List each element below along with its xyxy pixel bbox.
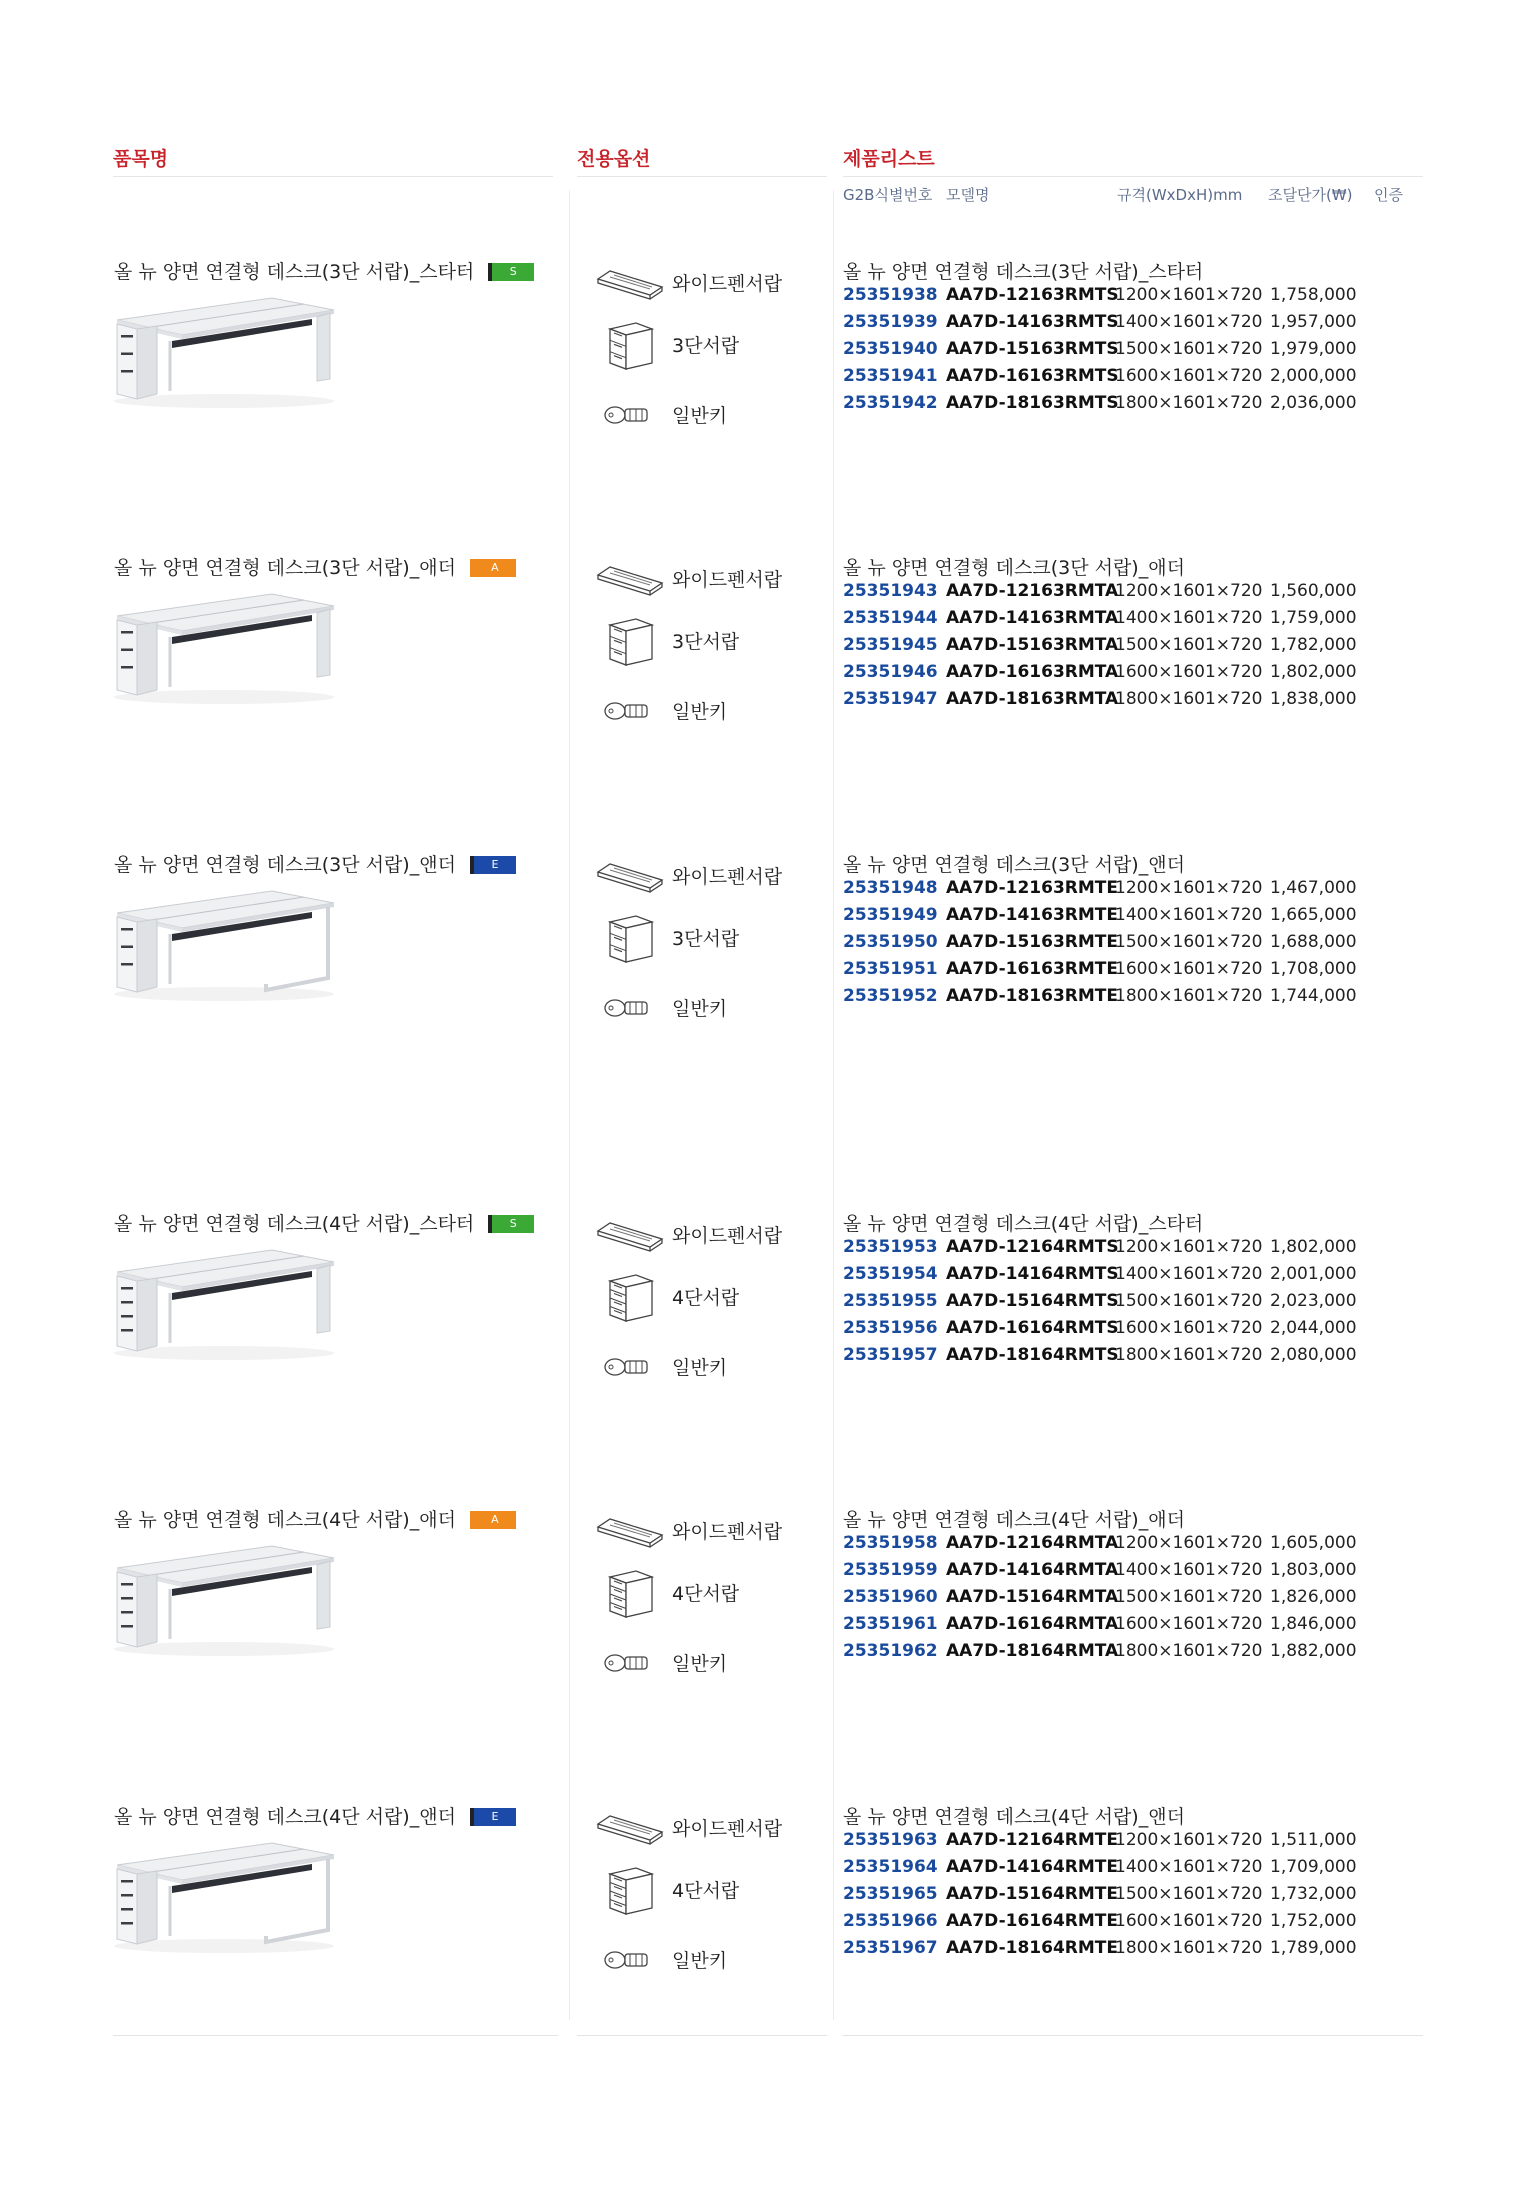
pen-drawer-icon	[596, 1505, 664, 1557]
model-name: AA7D-15164RMTE	[946, 1884, 1118, 1904]
g2b-number: 25351940	[843, 339, 938, 359]
spec: 1400×1601×720	[1115, 1560, 1263, 1580]
model-name: AA7D-12163RMTE	[946, 878, 1118, 898]
g2b-number: 25351950	[843, 932, 938, 952]
option-label: 일반키	[672, 998, 728, 1020]
header-options: 전용옵션	[577, 148, 651, 170]
spec: 1500×1601×720	[1115, 635, 1263, 655]
drawer-cabinet-icon	[596, 912, 664, 964]
product-name-text: 올 뉴 양면 연결형 데스크(3단 서랍)_애더	[114, 557, 456, 579]
list-title: 올 뉴 양면 연결형 데스크(3단 서랍)_앤더	[843, 854, 1185, 876]
product-name	[114, 1209, 534, 1236]
model-name: AA7D-18164RMTE	[946, 1938, 1118, 1958]
option-label: 와이드펜서랍	[672, 273, 783, 295]
option-key	[596, 389, 816, 441]
price: 1,605,000	[1270, 1533, 1357, 1553]
spec: 1200×1601×720	[1115, 878, 1263, 898]
drawer-cabinet-icon	[596, 1567, 664, 1619]
g2b-number: 25351948	[843, 878, 938, 898]
spec: 1200×1601×720	[1115, 581, 1263, 601]
desk-image	[112, 293, 337, 408]
g2b-number: 25351966	[843, 1911, 938, 1931]
pen-drawer-icon	[596, 257, 664, 309]
spec: 1200×1601×720	[1115, 1830, 1263, 1850]
header-divider	[577, 176, 827, 177]
model-name: AA7D-12163RMTS	[946, 285, 1119, 305]
spec: 1800×1601×720	[1115, 1938, 1263, 1958]
product-name-text: 올 뉴 양면 연결형 데스크(4단 서랍)_앤더	[114, 1806, 456, 1828]
spec: 1400×1601×720	[1115, 312, 1263, 332]
g2b-number: 25351967	[843, 1938, 938, 1958]
spec: 1500×1601×720	[1115, 1291, 1263, 1311]
product-name	[114, 850, 516, 877]
spec: 1400×1601×720	[1115, 608, 1263, 628]
price: 1,665,000	[1270, 905, 1357, 925]
g2b-number: 25351942	[843, 393, 938, 413]
product-name	[114, 553, 516, 580]
option-key	[596, 1934, 816, 1986]
model-name: AA7D-12164RMTE	[946, 1830, 1118, 1850]
option-label: 와이드펜서랍	[672, 1818, 783, 1840]
price: 1,744,000	[1270, 986, 1357, 1006]
spec: 1600×1601×720	[1115, 1318, 1263, 1338]
option-key	[596, 1637, 816, 1689]
product-name-text: 올 뉴 양면 연결형 데스크(3단 서랍)_스타터	[114, 261, 475, 283]
option-pen-drawer	[596, 1505, 816, 1557]
list-title: 올 뉴 양면 연결형 데스크(3단 서랍)_애더	[843, 557, 1185, 579]
g2b-number: 25351963	[843, 1830, 938, 1850]
header-product-name: 품목명	[113, 148, 169, 170]
spec: 1500×1601×720	[1115, 1587, 1263, 1607]
option-label: 4단서랍	[672, 1287, 740, 1309]
g2b-number: 25351957	[843, 1345, 938, 1365]
spec: 1600×1601×720	[1115, 1911, 1263, 1931]
g2b-number: 25351945	[843, 635, 938, 655]
option-label: 일반키	[672, 701, 728, 723]
header-product-list: 제품리스트	[843, 148, 935, 170]
model-name: AA7D-16164RMTE	[946, 1911, 1118, 1931]
g2b-number: 25351959	[843, 1560, 938, 1580]
key-icon	[596, 982, 664, 1034]
model-name: AA7D-14163RMTE	[946, 905, 1118, 925]
g2b-number: 25351961	[843, 1614, 938, 1634]
option-label: 일반키	[672, 1950, 728, 1972]
option-drawer-unit	[596, 1567, 816, 1619]
list-title: 올 뉴 양면 연결형 데스크(4단 서랍)_스타터	[843, 1213, 1204, 1235]
key-icon	[596, 1637, 664, 1689]
pen-drawer-icon	[596, 1802, 664, 1854]
g2b-number: 25351952	[843, 986, 938, 1006]
key-icon	[596, 389, 664, 441]
model-name: AA7D-14164RMTS	[946, 1264, 1119, 1284]
option-label: 와이드펜서랍	[672, 569, 783, 591]
price: 1,752,000	[1270, 1911, 1357, 1931]
product-name	[114, 1802, 516, 1829]
option-key	[596, 685, 816, 737]
pen-drawer-icon	[596, 1209, 664, 1261]
key-icon	[596, 1341, 664, 1393]
option-drawer-unit	[596, 319, 816, 371]
spec: 1400×1601×720	[1115, 1264, 1263, 1284]
price: 1,803,000	[1270, 1560, 1357, 1580]
option-label: 와이드펜서랍	[672, 866, 783, 888]
g2b-number: 25351947	[843, 689, 938, 709]
spec: 1400×1601×720	[1115, 1857, 1263, 1877]
key-icon	[596, 1934, 664, 1986]
list-title: 올 뉴 양면 연결형 데스크(3단 서랍)_스타터	[843, 261, 1204, 283]
list-title: 올 뉴 양면 연결형 데스크(4단 서랍)_앤더	[843, 1806, 1185, 1828]
desk-image	[112, 1541, 337, 1656]
spec: 1800×1601×720	[1115, 1345, 1263, 1365]
desk-image	[112, 1245, 337, 1360]
spec: 1600×1601×720	[1115, 662, 1263, 682]
model-name: AA7D-18164RMTA	[946, 1641, 1119, 1661]
model-name: AA7D-15163RMTA	[946, 635, 1119, 655]
price: 1,759,000	[1270, 608, 1357, 628]
pen-drawer-icon	[596, 850, 664, 902]
price: 1,758,000	[1270, 285, 1357, 305]
price: 1,957,000	[1270, 312, 1357, 332]
col-model: 모델명	[946, 186, 990, 204]
option-pen-drawer	[596, 553, 816, 605]
g2b-number: 25351954	[843, 1264, 938, 1284]
g2b-number: 25351958	[843, 1533, 938, 1553]
drawer-cabinet-icon	[596, 1271, 664, 1323]
price: 1,882,000	[1270, 1641, 1357, 1661]
header-divider	[113, 176, 553, 177]
product-name	[114, 1505, 516, 1532]
certification-badge: E	[470, 1808, 516, 1826]
list-title: 올 뉴 양면 연결형 데스크(4단 서랍)_애더	[843, 1509, 1185, 1531]
model-name: AA7D-16163RMTS	[946, 366, 1119, 386]
option-label: 와이드펜서랍	[672, 1225, 783, 1247]
spec: 1800×1601×720	[1115, 1641, 1263, 1661]
model-name: AA7D-12164RMTS	[946, 1237, 1119, 1257]
spec: 1600×1601×720	[1115, 1614, 1263, 1634]
model-name: AA7D-16163RMTE	[946, 959, 1118, 979]
option-label: 3단서랍	[672, 335, 740, 357]
model-name: AA7D-18163RMTA	[946, 689, 1119, 709]
option-label: 3단서랍	[672, 631, 740, 653]
option-label: 와이드펜서랍	[672, 1521, 783, 1543]
price: 1,979,000	[1270, 339, 1357, 359]
model-name: AA7D-14163RMTS	[946, 312, 1119, 332]
option-key	[596, 1341, 816, 1393]
model-name: AA7D-16164RMTS	[946, 1318, 1119, 1338]
option-label: 3단서랍	[672, 928, 740, 950]
price: 2,080,000	[1270, 1345, 1357, 1365]
model-name: AA7D-15163RMTS	[946, 339, 1119, 359]
option-pen-drawer	[596, 1209, 816, 1261]
desk-image	[112, 589, 337, 704]
model-name: AA7D-18164RMTS	[946, 1345, 1119, 1365]
model-name: AA7D-15164RMTA	[946, 1587, 1119, 1607]
model-name: AA7D-14164RMTA	[946, 1560, 1119, 1580]
price: 1,802,000	[1270, 1237, 1357, 1257]
price: 1,511,000	[1270, 1830, 1357, 1850]
pen-drawer-icon	[596, 553, 664, 605]
option-drawer-unit	[596, 1271, 816, 1323]
drawer-cabinet-icon	[596, 319, 664, 371]
g2b-number: 25351939	[843, 312, 938, 332]
option-pen-drawer	[596, 1802, 816, 1854]
option-label: 4단서랍	[672, 1583, 740, 1605]
g2b-number: 25351938	[843, 285, 938, 305]
price: 1,782,000	[1270, 635, 1357, 655]
product-section	[0, 1802, 1529, 2162]
product-section	[0, 850, 1529, 1210]
model-name: AA7D-12163RMTA	[946, 581, 1119, 601]
col-spec: 규격(WxDxH)mm	[1117, 186, 1243, 204]
desk-image	[112, 1838, 337, 1953]
g2b-number: 25351955	[843, 1291, 938, 1311]
drawer-cabinet-icon	[596, 615, 664, 667]
g2b-number: 25351960	[843, 1587, 938, 1607]
spec: 1800×1601×720	[1115, 986, 1263, 1006]
option-pen-drawer	[596, 850, 816, 902]
model-name: AA7D-18163RMTE	[946, 986, 1118, 1006]
price: 1,846,000	[1270, 1614, 1357, 1634]
option-pen-drawer	[596, 257, 816, 309]
desk-image	[112, 886, 337, 1001]
option-label: 4단서랍	[672, 1880, 740, 1902]
product-name-text: 올 뉴 양면 연결형 데스크(4단 서랍)_애더	[114, 1509, 456, 1531]
price: 2,001,000	[1270, 1264, 1357, 1284]
g2b-number: 25351949	[843, 905, 938, 925]
price: 1,732,000	[1270, 1884, 1357, 1904]
spec: 1500×1601×720	[1115, 339, 1263, 359]
col-g2b: G2B식별번호	[843, 186, 933, 204]
price: 1,789,000	[1270, 1938, 1357, 1958]
option-label: 일반키	[672, 1357, 728, 1379]
certification-badge: A	[470, 559, 516, 577]
spec: 1600×1601×720	[1115, 959, 1263, 979]
price: 1,467,000	[1270, 878, 1357, 898]
certification-badge: S	[488, 263, 534, 281]
model-name: AA7D-16164RMTA	[946, 1614, 1119, 1634]
price: 1,709,000	[1270, 1857, 1357, 1877]
spec: 1800×1601×720	[1115, 689, 1263, 709]
price: 1,708,000	[1270, 959, 1357, 979]
product-name	[114, 257, 534, 284]
option-label: 일반키	[672, 405, 728, 427]
certification-badge: E	[470, 856, 516, 874]
price: 1,826,000	[1270, 1587, 1357, 1607]
g2b-number: 25351943	[843, 581, 938, 601]
g2b-number: 25351956	[843, 1318, 938, 1338]
g2b-number: 25351946	[843, 662, 938, 682]
option-drawer-unit	[596, 912, 816, 964]
drawer-cabinet-icon	[596, 1864, 664, 1916]
model-name: AA7D-14164RMTE	[946, 1857, 1118, 1877]
col-cert: 인증	[1374, 186, 1403, 204]
g2b-number: 25351944	[843, 608, 938, 628]
model-name: AA7D-12164RMTA	[946, 1533, 1119, 1553]
price: 2,036,000	[1270, 393, 1357, 413]
spec: 1800×1601×720	[1115, 393, 1263, 413]
option-label: 일반키	[672, 1653, 728, 1675]
spec: 1200×1601×720	[1115, 285, 1263, 305]
price: 2,023,000	[1270, 1291, 1357, 1311]
option-drawer-unit	[596, 1864, 816, 1916]
certification-badge: S	[488, 1215, 534, 1233]
g2b-number: 25351962	[843, 1641, 938, 1661]
spec: 1500×1601×720	[1115, 1884, 1263, 1904]
col-price: 조달단가(₩)	[1268, 186, 1353, 204]
header-divider	[843, 176, 1423, 177]
g2b-number: 25351953	[843, 1237, 938, 1257]
product-name-text: 올 뉴 양면 연결형 데스크(4단 서랍)_스타터	[114, 1213, 475, 1235]
price: 1,688,000	[1270, 932, 1357, 952]
model-name: AA7D-15164RMTS	[946, 1291, 1119, 1311]
spec: 1200×1601×720	[1115, 1533, 1263, 1553]
g2b-number: 25351941	[843, 366, 938, 386]
g2b-number: 25351964	[843, 1857, 938, 1877]
spec: 1400×1601×720	[1115, 905, 1263, 925]
model-name: AA7D-14163RMTA	[946, 608, 1119, 628]
price: 2,044,000	[1270, 1318, 1357, 1338]
price: 1,838,000	[1270, 689, 1357, 709]
model-name: AA7D-18163RMTS	[946, 393, 1119, 413]
product-name-text: 올 뉴 양면 연결형 데스크(3단 서랍)_앤더	[114, 854, 456, 876]
price: 1,802,000	[1270, 662, 1357, 682]
price: 2,000,000	[1270, 366, 1357, 386]
spec: 1200×1601×720	[1115, 1237, 1263, 1257]
spec: 1600×1601×720	[1115, 366, 1263, 386]
g2b-number: 25351965	[843, 1884, 938, 1904]
key-icon	[596, 685, 664, 737]
price: 1,560,000	[1270, 581, 1357, 601]
option-key	[596, 982, 816, 1034]
certification-badge: A	[470, 1511, 516, 1529]
g2b-number: 25351951	[843, 959, 938, 979]
option-drawer-unit	[596, 615, 816, 667]
spec: 1500×1601×720	[1115, 932, 1263, 952]
model-name: AA7D-16163RMTA	[946, 662, 1119, 682]
model-name: AA7D-15163RMTE	[946, 932, 1118, 952]
